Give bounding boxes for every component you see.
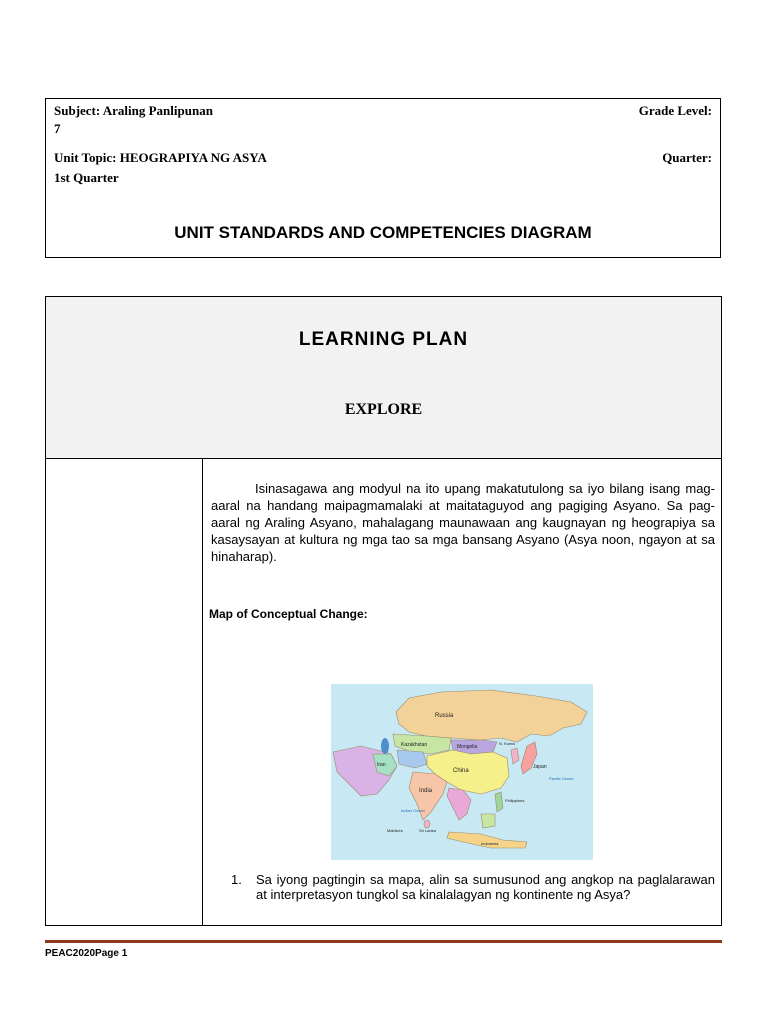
explore-title: EXPLORE [344, 401, 423, 418]
grade-level-value: 7 [54, 121, 61, 136]
unit-topic-label: Unit Topic: HEOGRAPIYA NG ASYA [54, 150, 267, 165]
left-column [46, 459, 203, 925]
map-label-indonesia: Indonesia [481, 841, 499, 846]
map-label-mongolia: Mongolia [457, 744, 478, 750]
learning-plan-title: LEARNING PLAN [298, 329, 469, 350]
map-label-maldives: Maldives [387, 828, 403, 833]
grade-level-label: Grade Level: [638, 103, 712, 118]
quarter-label: Quarter: [662, 150, 712, 165]
footer-page-label: PEAC2020Page 1 [45, 948, 128, 959]
map-label-philippines: Philippines [505, 798, 525, 803]
map-label-russia: Russia [435, 713, 454, 719]
header-box [45, 98, 721, 258]
intro-paragraph: Isinasagawa ang modyul na ito upang makatutulong sa iyo bilang isang mag-aaral na handang maipagmamalaki at maitataguyod ang pagiging Asyano. Sa pag-aaral ng Araling Asyano, mahalagang maunawaan ang kaugnayan ng heograpiya sa kasaysayan at kultura ng mga tao sa mga bansang Asyano (Asya noon, ngayon at sa hinaharap). [211, 481, 715, 564]
question-text: Sa iyong pagtingin sa mapa, alin sa sumusunod ang angkop na paglalarawan at interpretasyon tungkol sa kinalalagyan ng kontinente ng Asya? [256, 872, 715, 902]
russia-region [396, 690, 587, 742]
map-label-iran: Iran [377, 762, 386, 768]
question-item [231, 872, 715, 902]
map-label-india: India [419, 788, 433, 794]
asia-map-image [331, 684, 593, 860]
map-label-n-korea: N. Korea [499, 741, 515, 746]
quarter-value: 1st Quarter [54, 170, 119, 185]
philippines-region [495, 792, 503, 812]
map-label-kazakhstan: Kazakhstan [401, 742, 428, 748]
map-label-sri-lanka: Sri Lanka [419, 828, 436, 833]
learning-plan-box [45, 296, 722, 926]
map-label-china: China [453, 768, 469, 774]
right-column [203, 459, 721, 925]
map-label-pacific: Pacific Ocean [549, 776, 574, 781]
learning-plan-header [46, 297, 721, 459]
sri-lanka-shape [424, 820, 430, 828]
borneo-region [481, 814, 495, 828]
caspian-sea-shape [381, 738, 389, 754]
footer-rule [45, 940, 722, 943]
question-list [231, 872, 715, 902]
korea-region [511, 748, 519, 764]
map-label-indian-ocean: Indian Ocean [401, 808, 425, 813]
southeast-asia-region [447, 788, 471, 820]
map-heading: Map of Conceptual Change: [209, 607, 368, 621]
map-label-japan: Japan [533, 764, 547, 770]
subject-label: Subject: Araling Panlipunan [54, 103, 213, 118]
diagram-title: UNIT STANDARDS AND COMPETENCIES DIAGRAM [174, 223, 592, 242]
central-asia-region [397, 750, 427, 768]
question-number: 1. [231, 872, 242, 887]
